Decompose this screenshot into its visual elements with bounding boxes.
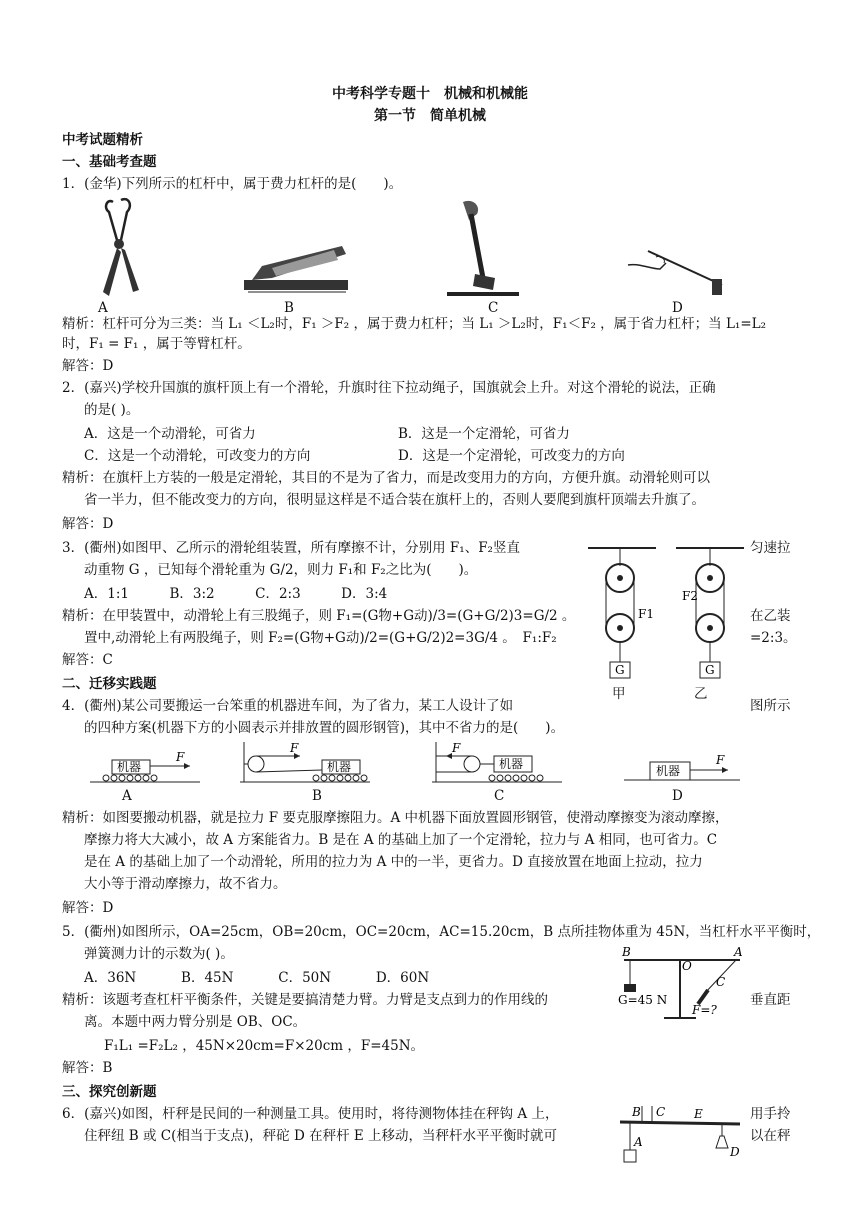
section-heading-1: 一、基础考查题 (62, 154, 157, 170)
q4-label-c: C (494, 788, 505, 804)
q2-option-c: C．这是一个动滑轮，可改变力的方向 (84, 448, 311, 464)
svg-text:F2: F2 (682, 589, 698, 603)
q5-answer: 解答：B (62, 1060, 113, 1076)
q4-figure-c (432, 742, 562, 784)
q1-label-b: B (284, 300, 294, 316)
q6-label-a: A (634, 1135, 643, 1149)
q3-options: A．1:1 B．3:2 C．2:3 D．3:4 (84, 586, 388, 602)
q1-figure-fishing-rod (626, 243, 724, 301)
q6-label-e: E (694, 1107, 703, 1121)
q4b-machine-text: 机器 (327, 760, 352, 774)
q1-figure-pliers (95, 196, 150, 302)
question-3-line1-right: 匀速拉 (750, 540, 791, 556)
q2-option-b: B．这是一个定滑轮，可省力 (398, 426, 570, 442)
q5-label-b: B (622, 946, 631, 959)
q4-label-d: D (672, 788, 683, 804)
q2-analysis-line1: 精析：在旗杆上方装的一般是定滑轮，其目的不是为了省力，而是改变用力的方向，方便升旗。动滑轮则可以 (62, 470, 710, 486)
q6-label-b: B (632, 1105, 641, 1119)
q1-analysis-line2: 时，F₁ = F₁ ，属于等臂杠杆。 (62, 336, 251, 352)
q1-figure-stapler (242, 236, 352, 298)
q4b-force: F (290, 742, 299, 755)
q4-figure-d (624, 752, 740, 784)
q4d-force: F (716, 753, 725, 767)
q4-label-a: A (122, 788, 132, 804)
q6-label-d: D (730, 1145, 740, 1159)
q4-figure-b (240, 742, 370, 784)
q2-answer: 解答：D (62, 516, 114, 532)
question-1: 1．(金华)下列所示的杠杆中，属于费力杠杆的是( )。 (62, 176, 403, 192)
q1-analysis-line1: 精析：杠杆可分为三类：当 L₁ ＜L₂时，F₁ ＞F₂ ，属于费力杠杆；当 L₁ ＞L₂时，F₁＜F₂ ，属于省力杠杆；当 L₁=L₂ (62, 316, 767, 332)
q4-answer: 解答：D (62, 900, 114, 916)
q4c-machine-text: 机器 (499, 757, 524, 771)
q5-figure-lever (616, 946, 744, 1024)
svg-text:F1: F1 (638, 607, 654, 621)
q4-figure-a (90, 752, 200, 784)
q3-figure-pulleys (586, 544, 746, 704)
q5-label-f: F=? (692, 1003, 717, 1017)
q3-analysis-line1: 精析：在甲装置中，动滑轮上有三股绳子，则 F₁=(G物+G动)/3=(G+G/2)3=G/2 。 (62, 608, 576, 624)
svg-text:G: G (615, 663, 625, 677)
q3-analysis-line2-right: =2:3。 (750, 630, 797, 646)
q2-analysis-line2: 省一半力，但不能改变力的方向，很明显这样是不适合装在旗杆上的，否则人要爬到旗杆顶端去升旗了。 (84, 492, 705, 508)
q4a-force: F (176, 752, 185, 764)
q2-option-a: A．这是一个动滑轮，可省力 (84, 426, 256, 442)
q4-analysis-line1: 精析：如图要搬动机器，就是拉力 F 要克服摩擦阻力。A 中机器下面放置圆形钢管，使滑动摩擦变为滚动摩擦， (62, 810, 729, 826)
q4c-force: F (452, 742, 461, 755)
section-heading-main: 中考试题精析 (62, 132, 143, 148)
q5-label-c: C (716, 975, 726, 989)
svg-text:G: G (705, 663, 715, 677)
q1-figure-hammer (447, 198, 519, 298)
q5-analysis-line3: F₁L₁ =F₂L₂ ，45N×20cm=F×20cm ，F=45N。 (104, 1038, 425, 1054)
q5-label-a: A (734, 946, 743, 959)
section-heading-3: 三、探究创新题 (62, 1084, 157, 1100)
q5-options: A．36N B．45N C．50N D．60N (84, 970, 430, 986)
q4a-machine-text: 机器 (117, 760, 142, 774)
question-6-line2: 住秤纽 B 或 C(相当于支点)，秤砣 D 在秤杆 E 上移动，当秤杆水平平衡时就可 (84, 1128, 558, 1144)
question-6-line1: 6．(嘉兴)如图，杆秤是民间的一种测量工具。使用时，将待测物体挂在秤钩 A 上， (62, 1106, 559, 1122)
question-2-line1: 2．(嘉兴)学校升国旗的旗杆顶上有一个滑轮，升旗时往下拉动绳子，国旗就会上升。对这个滑轮的说法，正确 (62, 380, 716, 396)
q5-analysis-line1: 精析：该题考查杠杆平衡条件，关键是要搞清楚力臂。力臂是支点到力的作用线的 (62, 992, 548, 1008)
question-4-line2: 的四种方案(机器下方的小圆表示并排放置的圆形钢管)，其中不省力的是( )。 (84, 720, 565, 736)
section-heading-2: 二、迁移实践题 (62, 676, 157, 692)
q4-analysis-line2: 摩擦力将大大减小，故 A 方案能省力。B 是在 A 的基础上加了一个定滑轮，拉力与 A 相同，也可省力。C (84, 832, 718, 848)
q3-analysis-line2: 置中,动滑轮上有两股绳子，则 F₂=(G物+G动)/2=(G+G/2)2=3G/4 。 F₁:F₂ (84, 630, 557, 646)
question-2-line2: 的是( )。 (84, 402, 140, 418)
question-4-line1: 4．(衢州)某公司要搬运一台笨重的机器进车间，为了省力，某工人设计了如 (62, 698, 514, 714)
q5-label-g: G=45 N (618, 993, 668, 1007)
question-3-line2: 动重物 G ，已知每个滑轮重为 G/2，则力 F₁和 F₂之比为( )。 (84, 562, 478, 578)
question-4-line1-right: 图所示 (750, 698, 791, 714)
q3-label-yi: 乙 (694, 686, 708, 702)
question-6-line2-right: 以在秤 (750, 1128, 791, 1144)
question-3-line1: 3．(衢州)如图甲、乙所示的滑轮组装置，所有摩擦不计，分别用 F₁、F₂竖直 (62, 540, 520, 556)
q4-analysis-line3: 是在 A 的基础上加了一个动滑轮，所用的拉力为 A 中的一半，更省力。D 直接放置在地面上拉动，拉力 (84, 854, 703, 870)
q3-answer: 解答：C (62, 652, 113, 668)
q4-label-b: B (312, 788, 322, 804)
question-5-line1: 5．(衢州)如图所示，OA=25cm，OB=20cm，OC=20cm，AC=15.20cm，B 点所挂物体重为 45N，当杠杆水平平衡时， (62, 924, 821, 940)
q4-analysis-line4: 大小等于滑动摩擦力，故不省力。 (84, 876, 287, 892)
q2-option-d: D．这是一个定滑轮，可改变力的方向 (398, 448, 625, 464)
page-subtitle: 第一节 简单机械 (374, 108, 486, 124)
page-title: 中考科学专题十 机械和机械能 (332, 86, 528, 102)
q3-label-jia: 甲 (612, 686, 626, 702)
q4d-machine-text: 机器 (656, 764, 681, 778)
q1-label-c: C (488, 300, 499, 316)
q1-label-d: D (672, 300, 683, 316)
q1-answer: 解答：D (62, 358, 114, 374)
q5-analysis-line1-right: 垂直距 (750, 992, 791, 1008)
q5-analysis-line2: 离。本题中两力臂分别是 OB、OC。 (84, 1014, 307, 1030)
question-6-line1-right: 用手拎 (750, 1106, 791, 1122)
q3-analysis-line1-right: 在乙装 (750, 608, 791, 624)
q1-label-a: A (98, 300, 108, 316)
q5-label-o: O (682, 959, 692, 973)
q6-figure-steelyard (616, 1100, 744, 1170)
q6-label-c: C (656, 1105, 666, 1119)
question-5-line2: 弹簧测力计的示数为( )。 (84, 946, 234, 962)
